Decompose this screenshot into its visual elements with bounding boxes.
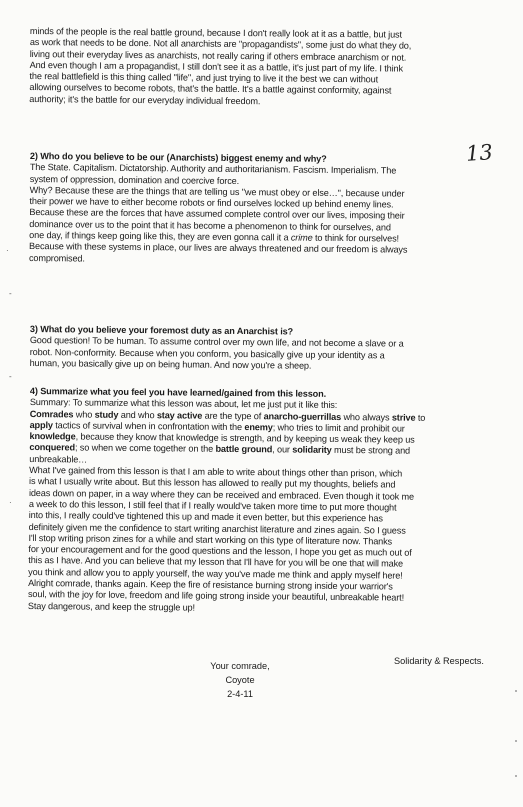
text-line: minds of the people is the real battle ground, because I don't really look at it as a battle, but just: [29, 26, 402, 40]
text-line: for your encouragement and for the good questions and the lesson, I hope you get as much out of: [28, 544, 412, 558]
text-line: What I've gained from this lesson is that I am able to write about things other than prison, which: [29, 465, 403, 479]
letter-date: 2-4-11: [227, 689, 253, 699]
text-line: you think and allow you to apply yourself, the way you've made me think and apply myself here!: [28, 566, 403, 581]
margin-mark: -: [9, 372, 12, 381]
text-line: is what I usually write about. But this lesson has allowed to really put my thoughts, beliefs and: [29, 476, 396, 490]
text-run: must be strong and: [331, 445, 411, 457]
bold-word: knowledge: [29, 431, 76, 442]
question-4-section: [28, 386, 508, 617]
text-line: Because these are the forces that have assumed complete control over our lives, imposing their: [29, 207, 405, 222]
text-run: are the type of: [202, 410, 264, 421]
bold-word: study: [94, 409, 119, 420]
margin-mark: ·: [9, 498, 12, 507]
bold-word: battle ground: [215, 444, 273, 455]
text-run: one day, if things keep going like this, they are even gonna call it a: [29, 230, 291, 243]
bold-word: enemy: [244, 421, 273, 433]
text-line: Summary: To summarize what this lesson was about, let me just put it like this:: [29, 397, 338, 411]
text-line: And even though I am a propagandist, I still don't see it as a battle, it's just part of my life. I think: [29, 59, 404, 74]
text-run: who: [73, 409, 95, 420]
question-3-heading: 3) What do you believe your foremost duty as an Anarchist is?: [29, 324, 294, 337]
text-line: dominance over us to the point that it has become a phenomenon to think for ourselves, and: [29, 218, 391, 233]
text-line: unbreakable…: [29, 453, 88, 465]
bold-word: anarcho-guerrillas: [263, 410, 342, 422]
text-run: and who: [118, 409, 157, 420]
text-run: ; who tries to limit and prohibit our: [272, 422, 405, 434]
margin-mark: -: [9, 289, 12, 298]
text-run: , because they know that knowledge is strength, and by keeping us weak they keep us: [75, 431, 415, 445]
text-line: compromised.: [28, 252, 85, 264]
solidarity-signoff: Solidarity & Respects.: [394, 656, 484, 666]
text-run: ; so when we come together on the: [74, 442, 216, 455]
text-line: Alright comrade, thanks again. Keep the fire of resistance burning strong inside your warrior's: [28, 578, 393, 592]
bold-word: solidarity: [292, 445, 332, 456]
text-line: system of oppression, domination and coercive force.: [29, 173, 240, 186]
signoff-line: Your comrade,: [210, 661, 270, 671]
text-line: The State. Capitalism. Dictatorship. Authority and authoritarianism. Fascism. Imperialism. The: [29, 162, 397, 176]
text-run: , our: [272, 444, 293, 456]
margin-mark: ·: [6, 246, 9, 255]
text-line: the real battlefield is this thing called "life", and just trying to live it the best we can without: [29, 71, 379, 85]
bold-word: conquered: [29, 442, 76, 453]
text-line: as work that needs to be done. Not all anarchists are "propagandists", some just do what they do,: [29, 37, 412, 51]
question-2-section: [29, 151, 508, 269]
text-line: human, you basically give up on being human. And now you're a sheep.: [29, 357, 312, 371]
handwritten-page-number: 13: [465, 140, 494, 166]
scan-speck: [515, 690, 517, 692]
bold-word: strive: [391, 412, 416, 423]
text-line: robot. Non-conformity. Because when you conform, you basically give up your identity as a: [29, 346, 385, 360]
author-name: Coyote: [225, 675, 255, 685]
text-run: who always: [341, 411, 392, 423]
text-line: this as I have. And you can believe that my lesson that I'll have for you will be one that will make: [28, 555, 404, 570]
text-line: Good question! To be human. To assume control over my own life, and not become a slave or a: [29, 335, 404, 349]
text-line: Because with these systems in place, our lives are always threatened and our freedom is always: [29, 241, 408, 256]
text-run: tactics of survival when in confrontation with the: [52, 420, 245, 432]
signature-block: [190, 659, 290, 701]
text-run: to: [415, 412, 426, 423]
question-2-heading: 2) Who do you believe to be our (Anarchists) biggest enemy and why?: [29, 151, 327, 164]
text-line: allowing ourselves to become robots, that's the battle. It's a battle against conformity, against: [29, 82, 392, 96]
italic-word: crime: [290, 232, 313, 243]
text-line: Why? Because these are the things that are telling us "we must obey or else…", because under: [29, 184, 405, 199]
bold-word: stay active: [156, 409, 203, 421]
text-line: living out their everyday lives as anarchists, not really caring if others embrace anarchism or not.: [29, 48, 407, 63]
intro-paragraph: [29, 26, 508, 110]
text-line: Stay dangerous, and keep the struggle up!: [27, 600, 195, 613]
text-line: I'll stop writing prison zines for a while and start working on this type of literature now. Thanks: [28, 532, 393, 547]
question-4-heading: 4) Summarize what you feel you have learned/gained from this lesson.: [29, 386, 327, 399]
text-line: into this, I really could've tightened this up and made it even better, but this experience has: [28, 510, 383, 524]
scan-speck: [515, 740, 517, 742]
question-3-section: [30, 324, 508, 374]
text-line: their power we have to either become robots or find ourselves locked up behind enemy lines.: [29, 196, 394, 210]
scan-speck: [515, 775, 517, 777]
text-line: authority; it's the battle for our everyday individual freedom.: [29, 93, 261, 106]
text-line: ideas down on paper, in a way where they can be received and embraced. Even though it took me: [28, 487, 415, 502]
text-line: soul, with the joy for love, freedom and life going strong inside your beautiful, unbreakable heart!: [27, 589, 405, 603]
text-run: to think for ourselves!: [312, 232, 400, 244]
text-line: a week to do this lesson, I still feel that if I really would've taken more time to put more thought: [28, 498, 397, 513]
bold-word: apply: [29, 419, 53, 431]
bold-word: Comrades: [29, 408, 74, 420]
text-line: definitely given me the confidence to start writing anarchist literature and zines again. So I guess: [28, 521, 406, 536]
